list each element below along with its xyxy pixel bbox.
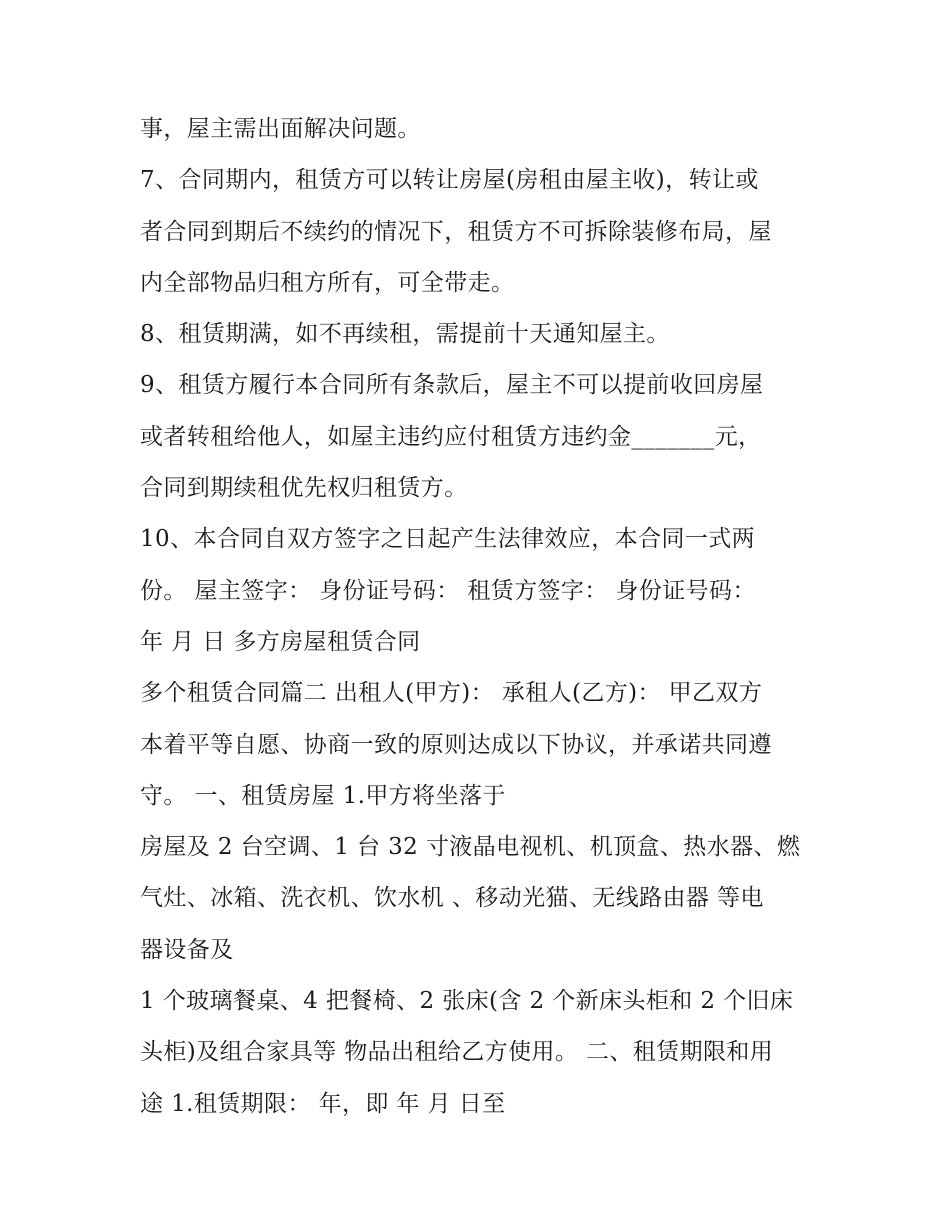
text-line: 器设备及: [140, 936, 234, 963]
text-line: 守。 一、租赁房屋 1.甲方将坐落于: [140, 782, 506, 809]
text-line: 多个租赁合同篇二 出租人(甲方)： 承租人(乙方)： 甲乙双方: [140, 680, 763, 707]
text-line: 途 1.租赁期限： 年，即 年 月 日至: [140, 1090, 506, 1117]
text-line: 者合同到期后不续约的情况下，租赁方不可拆除装修布局，屋: [140, 218, 772, 245]
text-line: 或者转租给他人，如屋主违约应付租赁方违约金_______元，: [140, 423, 762, 450]
text-line: 9、租赁方履行本合同所有条款后，屋主不可以提前收回房屋: [140, 372, 764, 399]
document-body: [140, 104, 830, 1130]
text-line: 头柜)及组合家具等 物品出租给乙方使用。 二、租赁期限和用: [140, 1039, 774, 1066]
text-line: 内全部物品归租方所有，可全带走。: [140, 269, 515, 296]
text-line: 气灶、冰箱、洗衣机、饮水机 、移动光猫、无线路由器 等电: [140, 885, 764, 912]
text-line: 1 个玻璃餐桌、4 把餐椅、2 张床(含 2 个新床头柜和 2 个旧床: [140, 988, 794, 1015]
text-line: 事，屋主需出面解决问题。: [140, 116, 421, 142]
text-line: 份。 屋主签字： 身份证号码： 租赁方签字： 身份证号码：: [140, 577, 756, 604]
text-line: 7、合同期内，租赁方可以转让房屋(房租由屋主收)，转让或: [140, 167, 759, 194]
text-line: 8、租赁期满，如不再续租，需提前十天通知屋主。: [140, 321, 670, 348]
text-line: 10、本合同自双方签字之日起产生法律效应，本合同一式两: [140, 526, 756, 553]
text-line: 本着平等自愿、协商一致的原则达成以下协议，并承诺共同遵: [140, 731, 772, 758]
text-line: 房屋及 2 台空调、1 台 32 寸液晶电视机、机顶盒、热水器、燃: [140, 834, 801, 861]
text-line: 合同到期续租优先权归租赁方。: [140, 475, 468, 502]
text-line: 年 月 日 多方房屋租赁合同: [140, 628, 421, 655]
